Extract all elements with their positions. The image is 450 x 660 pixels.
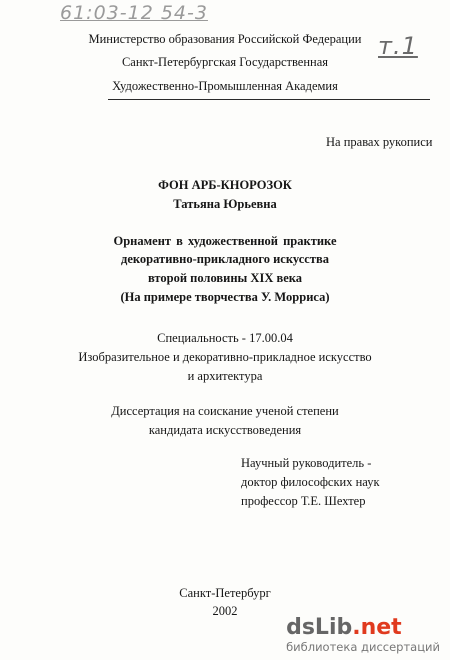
academy-line: Художественно-Промышленная Академия [112, 79, 338, 93]
specialty-name-2: и архитектура [187, 369, 263, 383]
author-given-names: Татьяна Юрьевна [173, 197, 277, 211]
watermark-logo [286, 616, 440, 640]
specialty-name-1: Изобразительное и декоративно-прикладное искусство [78, 350, 372, 364]
title-line-1: Орнамент в художественной практике [113, 234, 337, 248]
degree-line-1: Диссертация на соискание ученой степени [111, 404, 339, 418]
header-divider [108, 99, 430, 100]
handwritten-archive-number: 61:03-12 54-3 [60, 2, 208, 24]
city: Санкт-Петербург [179, 586, 271, 600]
handwritten-volume-mark: т.1 [378, 32, 418, 60]
supervisor-line-1: Научный руководитель - [241, 456, 372, 470]
dslib-watermark [286, 616, 440, 654]
supervisor-line-3: профессор Т.Е. Шехтер [241, 494, 366, 508]
title-line-4: (На примере творчества У. Морриса) [120, 290, 330, 304]
ministry-line: Министерство образования Российской Федерации [88, 32, 362, 46]
year: 2002 [212, 604, 238, 618]
degree-line-2: кандидата искусствоведения [148, 423, 302, 437]
watermark-logo-main: dsLib [286, 615, 353, 640]
specialty-code: Специальность - 17.00.04 [157, 331, 293, 345]
author-surname: ФОН АРБ-КНОРОЗОК [158, 178, 292, 192]
supervisor-line-2: доктор философских наук [241, 475, 380, 489]
title-line-2: декоративно-прикладного искусства [121, 252, 329, 266]
rights-note: На правах рукописи [326, 135, 433, 149]
watermark-subtitle: библиотека диссертаций [286, 640, 440, 654]
watermark-logo-tld: .net [352, 615, 402, 640]
university-line: Санкт-Петербургская Государственная [121, 55, 329, 69]
title-line-3: второй половины XIX века [147, 271, 303, 285]
